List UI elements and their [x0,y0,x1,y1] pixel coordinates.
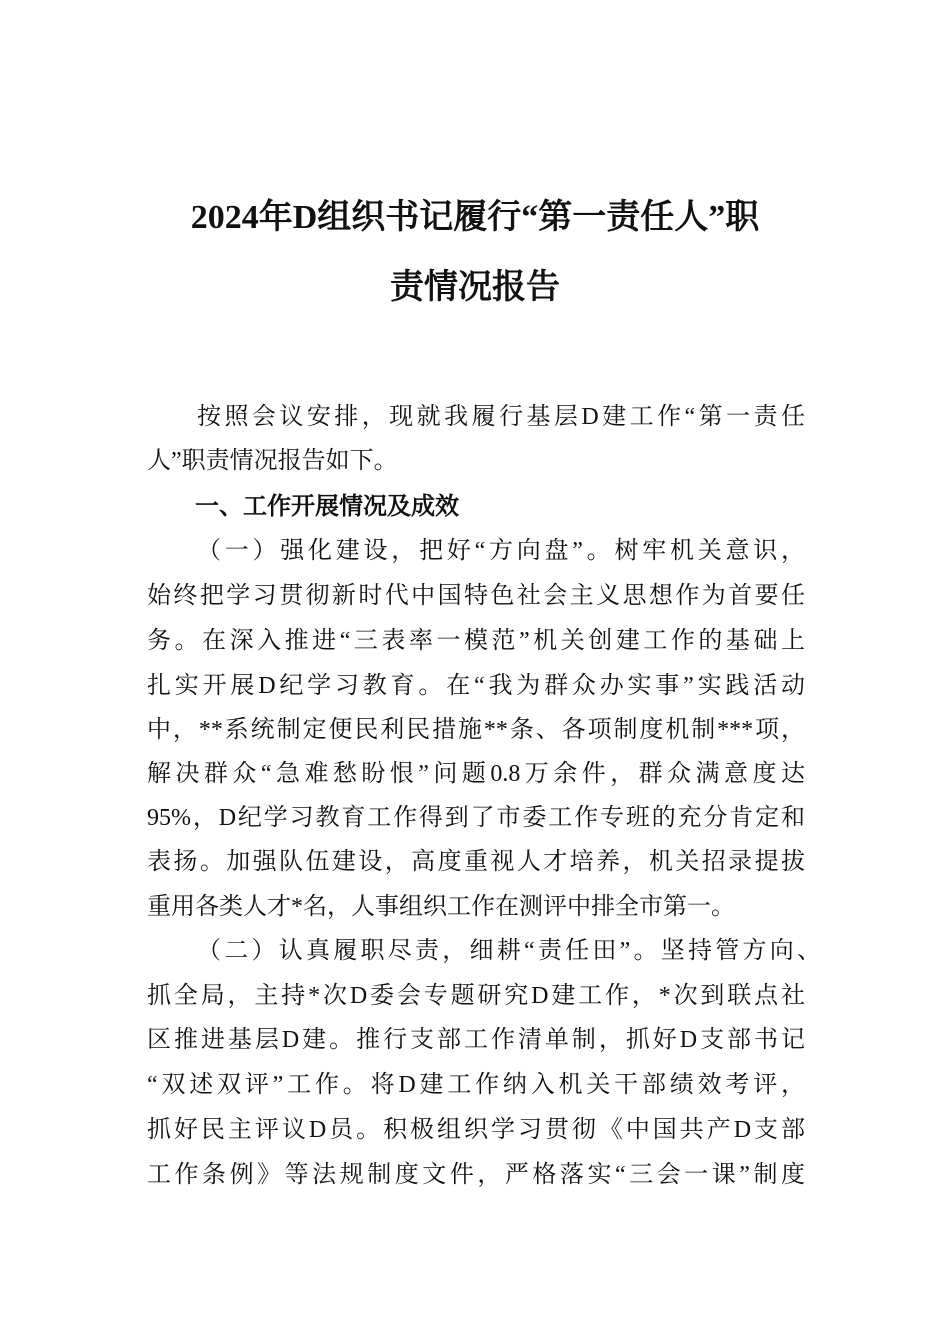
document-title-line-1: 2024年D组织书记履行“第一责任人”职 [190,199,760,236]
paragraph-line: 抓好民主评议D员。积极组织学习贯彻《中国共产D支部 [147,1117,805,1143]
intro-line: 按照会议安排，现就我履行基层D建工作“第一责任 [197,404,805,430]
paragraph-line: 区推进基层D建。推行支部工作清单制，抓好D支部书记 [147,1027,805,1053]
document-title-line-2: 责情况报告 [390,269,560,306]
paragraph-line: 始终把学习贯彻新时代中国特色社会主义思想作为首要任 [147,583,805,609]
paragraph-line: “双述双评”工作。将D建工作纳入机关干部绩效考评， [147,1072,805,1098]
paragraph-line: 95%，D纪学习教育工作得到了市委工作专班的充分肯定和 [147,805,805,831]
section-heading: 一、工作开展情况及成效 [195,494,459,520]
paragraph-line: 重用各类人才*名，人事组织工作在测评中排全市第一。 [147,894,735,920]
paragraph-line: 扎实开展D纪学习教育。在“我为群众办实事”实践活动 [147,673,805,699]
intro-line: 人”职责情况报告如下。 [147,448,398,474]
paragraph-line: 务。在深入推进“三表率一模范”机关创建工作的基础上 [147,628,805,654]
paragraph-line: 表扬。加强队伍建设，高度重视人才培养，机关招录提拔 [147,849,805,875]
paragraph-line: （一）强化建设，把好“方向盘”。树牢机关意识， [197,538,805,564]
paragraph-line: 工作条例》等法规制度文件，严格落实“三会一课”制度 [147,1162,805,1188]
paragraph-line: （二）认真履职尽责，细耕“责任田”。坚持管方向、 [197,938,821,964]
paragraph-line: 中，**系统制定便民利民措施**条、各项制度机制***项， [147,717,805,743]
paragraph-line: 解决群众“急难愁盼恨”问题0.8万余件，群众满意度达 [147,761,805,787]
paragraph-line: 抓全局，主持*次D委会专题研究D建工作，*次到联点社 [147,983,805,1009]
